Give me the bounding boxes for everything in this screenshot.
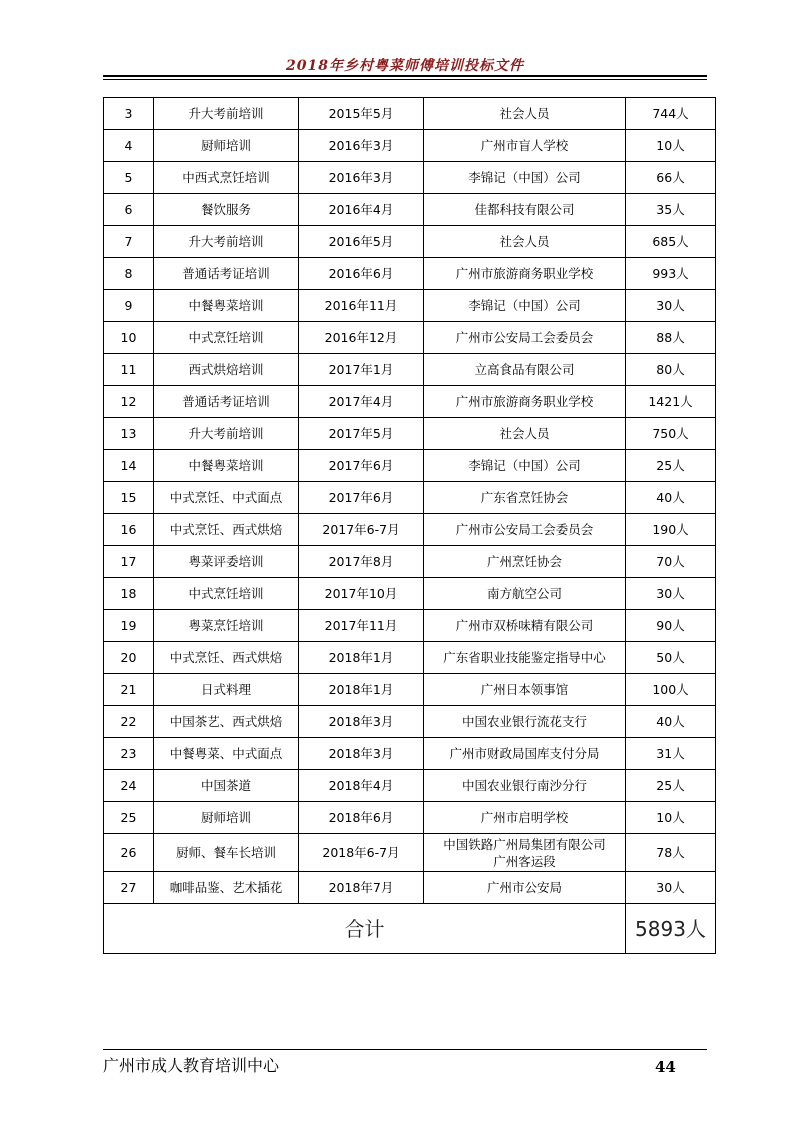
- cell-count: 50人: [626, 642, 716, 674]
- total-value: 5893人: [626, 904, 716, 954]
- cell-course: 厨师培训: [154, 130, 299, 162]
- table-row: [104, 642, 716, 674]
- cell-org: 李锦记（中国）公司: [424, 162, 626, 194]
- cell-date: 2016年3月: [299, 162, 424, 194]
- cell-org: 广州日本领事馆: [424, 674, 626, 706]
- cell-count: 10人: [626, 130, 716, 162]
- cell-course: 中式烹饪培训: [154, 578, 299, 610]
- cell-no: 13: [104, 418, 154, 450]
- cell-no: 11: [104, 354, 154, 386]
- cell-no: 3: [104, 98, 154, 130]
- cell-org: 中国农业银行南沙分行: [424, 770, 626, 802]
- cell-course: 厨师、餐车长培训: [154, 834, 299, 872]
- footer-organization: 广州市成人教育培训中心: [103, 1056, 280, 1075]
- cell-date: 2018年6-7月: [299, 834, 424, 872]
- cell-date: 2017年6月: [299, 450, 424, 482]
- cell-no: 27: [104, 872, 154, 904]
- table-row: [104, 194, 716, 226]
- cell-count: 40人: [626, 706, 716, 738]
- table-row: [104, 354, 716, 386]
- cell-count: 30人: [626, 290, 716, 322]
- cell-no: 5: [104, 162, 154, 194]
- cell-course: 升大考前培训: [154, 418, 299, 450]
- cell-course: 中式烹饪、西式烘焙: [154, 642, 299, 674]
- cell-date: 2015年5月: [299, 98, 424, 130]
- cell-course: 粤菜烹饪培训: [154, 610, 299, 642]
- cell-org: 广州市盲人学校: [424, 130, 626, 162]
- page-header-title: 2018年乡村粤菜师傅培训投标文件: [286, 58, 524, 74]
- cell-date: 2018年1月: [299, 674, 424, 706]
- table-row: [104, 770, 716, 802]
- cell-date: 2017年10月: [299, 578, 424, 610]
- cell-date: 2016年6月: [299, 258, 424, 290]
- cell-no: 25: [104, 802, 154, 834]
- table-body: [104, 98, 716, 954]
- cell-org: 立高食品有限公司: [424, 354, 626, 386]
- table-row: [104, 514, 716, 546]
- cell-no: 26: [104, 834, 154, 872]
- cell-no: 9: [104, 290, 154, 322]
- table-row: [104, 386, 716, 418]
- cell-date: 2017年6月: [299, 482, 424, 514]
- cell-org: 李锦记（中国）公司: [424, 450, 626, 482]
- cell-count: 993人: [626, 258, 716, 290]
- cell-count: 40人: [626, 482, 716, 514]
- cell-date: 2016年3月: [299, 130, 424, 162]
- cell-date: 2018年1月: [299, 642, 424, 674]
- cell-course: 普通话考证培训: [154, 258, 299, 290]
- cell-course: 中国茶艺、西式烘焙: [154, 706, 299, 738]
- table-row: [104, 872, 716, 904]
- cell-course: 中国茶道: [154, 770, 299, 802]
- table-row: [104, 610, 716, 642]
- cell-date: 2018年4月: [299, 770, 424, 802]
- cell-course: 普通话考证培训: [154, 386, 299, 418]
- table-row: [104, 418, 716, 450]
- table-row: [104, 482, 716, 514]
- table-row: [104, 834, 716, 872]
- cell-org: 佳都科技有限公司: [424, 194, 626, 226]
- cell-org: 广州烹饪协会: [424, 546, 626, 578]
- cell-count: 1421人: [626, 386, 716, 418]
- cell-no: 20: [104, 642, 154, 674]
- table-row: [104, 546, 716, 578]
- cell-count: 35人: [626, 194, 716, 226]
- cell-org-line: 广州客运段: [493, 853, 556, 869]
- header-divider-thin: [103, 79, 707, 80]
- cell-course: 厨师培训: [154, 802, 299, 834]
- page-number: 44: [655, 1058, 676, 1076]
- cell-course: 中西式烹饪培训: [154, 162, 299, 194]
- cell-count: 10人: [626, 802, 716, 834]
- cell-no: 10: [104, 322, 154, 354]
- total-row: [104, 904, 716, 954]
- table-row: [104, 578, 716, 610]
- cell-count: 80人: [626, 354, 716, 386]
- cell-course: 中餐粤菜、中式面点: [154, 738, 299, 770]
- cell-course: 中式烹饪、西式烘焙: [154, 514, 299, 546]
- cell-no: 23: [104, 738, 154, 770]
- cell-no: 12: [104, 386, 154, 418]
- cell-org: 广州市旅游商务职业学校: [424, 386, 626, 418]
- cell-count: 744人: [626, 98, 716, 130]
- cell-count: 750人: [626, 418, 716, 450]
- cell-org: 中国农业银行流花支行: [424, 706, 626, 738]
- cell-org: 南方航空公司: [424, 578, 626, 610]
- cell-date: 2017年4月: [299, 386, 424, 418]
- cell-course: 西式烘焙培训: [154, 354, 299, 386]
- table-row: [104, 802, 716, 834]
- cell-date: 2016年5月: [299, 226, 424, 258]
- footer-divider: [103, 1049, 707, 1050]
- cell-org: 广州市财政局国库支付分局: [424, 738, 626, 770]
- cell-no: 19: [104, 610, 154, 642]
- cell-count: 100人: [626, 674, 716, 706]
- cell-org: 广州市双桥味精有限公司: [424, 610, 626, 642]
- table-row: [104, 226, 716, 258]
- table-row: [104, 98, 716, 130]
- cell-org: 社会人员: [424, 418, 626, 450]
- cell-course: 餐饮服务: [154, 194, 299, 226]
- cell-count: 190人: [626, 514, 716, 546]
- cell-date: 2017年5月: [299, 418, 424, 450]
- table-row: [104, 674, 716, 706]
- cell-no: 6: [104, 194, 154, 226]
- cell-org: 广州市公安局: [424, 872, 626, 904]
- cell-no: 8: [104, 258, 154, 290]
- table-row: [104, 258, 716, 290]
- table-row: [104, 290, 716, 322]
- cell-date: 2018年6月: [299, 802, 424, 834]
- cell-org-line: 中国铁路广州局集团有限公司: [443, 836, 606, 852]
- cell-course: 日式料理: [154, 674, 299, 706]
- cell-date: 2017年8月: [299, 546, 424, 578]
- cell-org: 广东省烹饪协会: [424, 482, 626, 514]
- cell-no: 7: [104, 226, 154, 258]
- cell-count: 31人: [626, 738, 716, 770]
- cell-date: 2018年3月: [299, 706, 424, 738]
- cell-course: 中式烹饪培训: [154, 322, 299, 354]
- cell-no: 18: [104, 578, 154, 610]
- cell-no: 22: [104, 706, 154, 738]
- cell-count: 90人: [626, 610, 716, 642]
- cell-count: 66人: [626, 162, 716, 194]
- table-row: [104, 738, 716, 770]
- cell-count: 25人: [626, 450, 716, 482]
- cell-course: 中餐粤菜培训: [154, 290, 299, 322]
- cell-org: 社会人员: [424, 226, 626, 258]
- cell-course: 粤菜评委培训: [154, 546, 299, 578]
- cell-org: 广州市启明学校: [424, 802, 626, 834]
- cell-no: 15: [104, 482, 154, 514]
- total-label: 合计: [104, 904, 626, 954]
- cell-org: 广东省职业技能鉴定指导中心: [424, 642, 626, 674]
- cell-course: 中餐粤菜培训: [154, 450, 299, 482]
- cell-date: 2016年4月: [299, 194, 424, 226]
- cell-date: 2018年7月: [299, 872, 424, 904]
- table-row: [104, 450, 716, 482]
- cell-date: 2016年12月: [299, 322, 424, 354]
- cell-date: 2017年11月: [299, 610, 424, 642]
- cell-date: 2017年6-7月: [299, 514, 424, 546]
- cell-org: 广州市旅游商务职业学校: [424, 258, 626, 290]
- cell-count: 70人: [626, 546, 716, 578]
- cell-org: 李锦记（中国）公司: [424, 290, 626, 322]
- cell-no: 16: [104, 514, 154, 546]
- cell-no: 24: [104, 770, 154, 802]
- cell-no: 4: [104, 130, 154, 162]
- cell-date: 2017年1月: [299, 354, 424, 386]
- table-row: [104, 162, 716, 194]
- cell-course: 升大考前培训: [154, 226, 299, 258]
- cell-course: 升大考前培训: [154, 98, 299, 130]
- table-row: [104, 322, 716, 354]
- cell-count: 685人: [626, 226, 716, 258]
- cell-org: 社会人员: [424, 98, 626, 130]
- cell-date: 2016年11月: [299, 290, 424, 322]
- cell-count: 88人: [626, 322, 716, 354]
- cell-count: 30人: [626, 872, 716, 904]
- header-divider: [103, 75, 707, 77]
- cell-org: [424, 834, 626, 872]
- table-row: [104, 706, 716, 738]
- cell-org: 广州市公安局工会委员会: [424, 514, 626, 546]
- cell-date: 2018年3月: [299, 738, 424, 770]
- cell-count: 25人: [626, 770, 716, 802]
- table-row: [104, 130, 716, 162]
- cell-no: 17: [104, 546, 154, 578]
- cell-course: 咖啡品鉴、艺术插花: [154, 872, 299, 904]
- cell-no: 14: [104, 450, 154, 482]
- cell-org: 广州市公安局工会委员会: [424, 322, 626, 354]
- training-records-table: [103, 97, 716, 954]
- cell-course: 中式烹饪、中式面点: [154, 482, 299, 514]
- cell-no: 21: [104, 674, 154, 706]
- cell-count: 30人: [626, 578, 716, 610]
- cell-count: 78人: [626, 834, 716, 872]
